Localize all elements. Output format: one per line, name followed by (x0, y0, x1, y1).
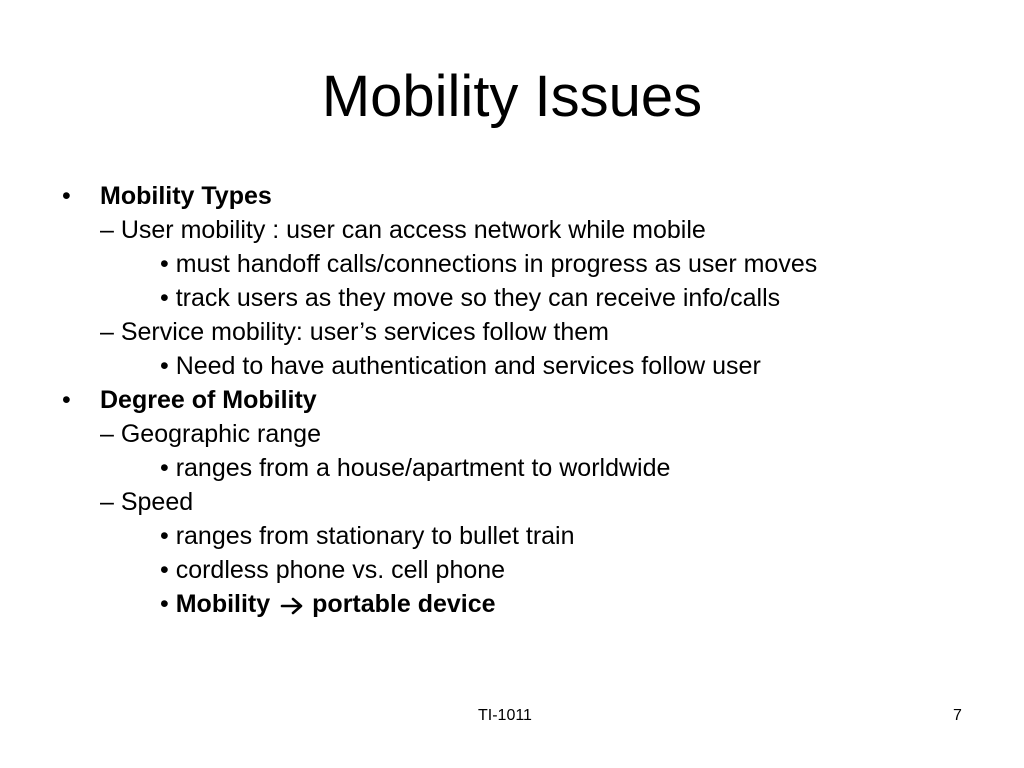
subitem-handoff: • must handoff calls/connections in progress as user moves (160, 250, 818, 278)
section-heading-degree-of-mobility: Degree of Mobility (100, 386, 317, 414)
subitem-mobility-portable (160, 589, 496, 619)
subitem-authentication: • Need to have authentication and services follow user (160, 352, 761, 380)
page-number: 7 (953, 707, 962, 724)
item-user-mobility: – User mobility : user can access network while mobile (100, 216, 706, 244)
portable-device-label: portable device (312, 590, 496, 618)
section-heading-mobility-types: Mobility Types (100, 182, 272, 210)
subitem-track-users: • track users as they move so they can receive info/calls (160, 284, 781, 312)
footer-course-code: TI-1011 (478, 707, 532, 724)
subitem-ranges-house: • ranges from a house/apartment to worldwide (160, 454, 671, 482)
subitem-bullet: • (160, 590, 169, 618)
item-service-mobility: – Service mobility: user’s services follow them (100, 318, 609, 346)
right-arrow-icon (280, 595, 306, 615)
item-geographic-range: – Geographic range (100, 420, 321, 448)
subitem-cordless-phone: • cordless phone vs. cell phone (160, 556, 506, 584)
section-bullet: • (62, 386, 71, 414)
subitem-ranges-stationary: • ranges from stationary to bullet train (160, 522, 575, 550)
item-speed: – Speed (100, 488, 194, 516)
section-bullet: • (62, 182, 71, 210)
mobility-label: Mobility (175, 590, 271, 618)
slide-title: Mobility Issues (321, 64, 703, 129)
